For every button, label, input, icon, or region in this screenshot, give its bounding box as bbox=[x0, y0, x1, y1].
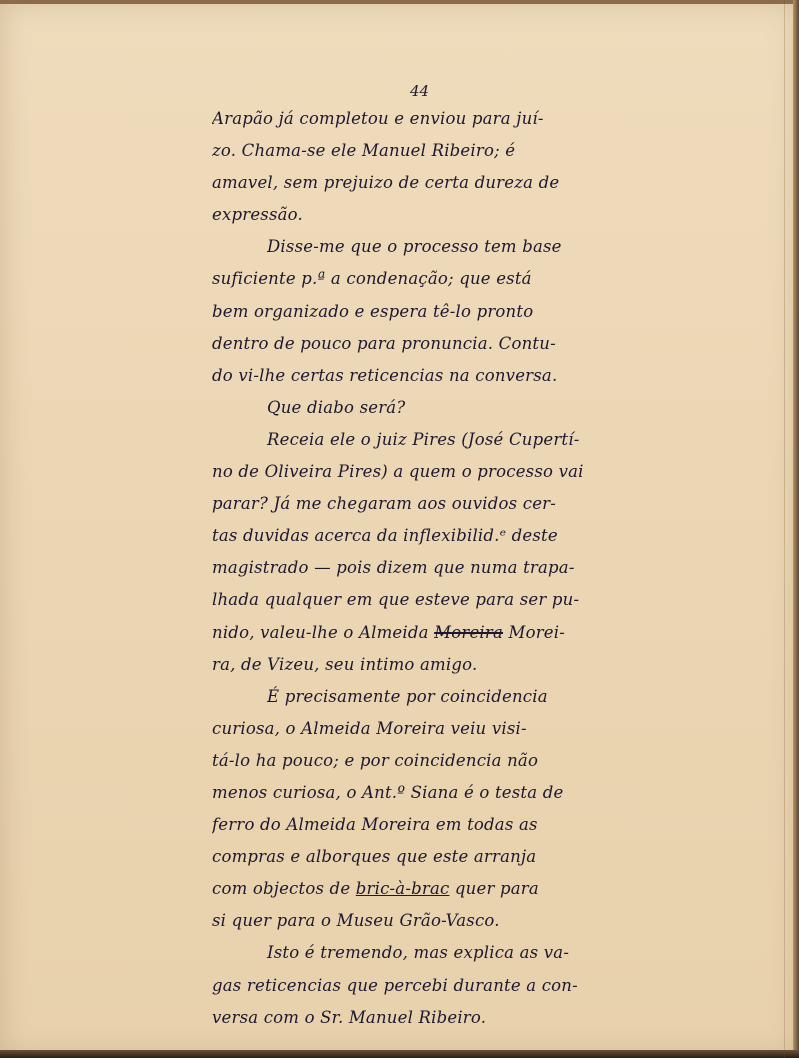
manuscript-line-with-strikethrough bbox=[212, 617, 692, 649]
manuscript-line: amavel, sem prejuizo de certa dureza de bbox=[212, 173, 560, 193]
manuscript-line: Disse-me que o processo tem base bbox=[267, 237, 562, 257]
manuscript-line: Receia ele o juiz Pires (José Cupertí- bbox=[267, 429, 580, 449]
line-ending: Morei- bbox=[508, 622, 566, 642]
manuscript-line: do vi-lhe certas reticencias na conversa. bbox=[212, 365, 558, 385]
manuscript-line: magistrado — pois dizem que numa trapa- bbox=[212, 558, 575, 578]
manuscript-line: Que diabo será? bbox=[267, 397, 406, 417]
manuscript-line-with-underline bbox=[212, 873, 692, 905]
manuscript-line: gas reticencias que percebi durante a con- bbox=[212, 975, 578, 995]
page-fold-line bbox=[784, 0, 785, 1058]
page-right-edge bbox=[793, 0, 799, 1058]
manuscript-line: expressão. bbox=[212, 205, 303, 225]
page-number: 44 bbox=[410, 82, 430, 100]
page-bottom-edge bbox=[0, 1050, 799, 1058]
manuscript-line: É precisamente por coincidencia bbox=[267, 686, 548, 706]
manuscript-line: Arapão já completou e enviou para juí- bbox=[212, 109, 544, 128]
manuscript-line: si quer para o Museu Grão-Vasco. bbox=[212, 911, 500, 931]
manuscript-line: dentro de pouco para pronuncia. Contu- bbox=[212, 333, 556, 353]
manuscript-line: parar? Já me chegaram aos ouvidos cer- bbox=[212, 494, 557, 514]
manuscript-line: compras e alborques que este arranja bbox=[212, 847, 537, 867]
manuscript-line: no de Oliveira Pires) a quem o processo vai bbox=[212, 462, 584, 482]
manuscript-line: tas duvidas acerca da inflexibilid.ᵉ deste bbox=[212, 526, 558, 546]
manuscript-line: ra, de Vizeu, seu intimo amigo. bbox=[212, 654, 478, 674]
manuscript-line: versa com o Sr. Manuel Ribeiro. bbox=[212, 1007, 487, 1027]
handwritten-text bbox=[212, 103, 692, 1034]
manuscript-line: suficiente p.ª a condenação; que está bbox=[212, 269, 532, 289]
manuscript-line: ferro do Almeida Moreira em todas as bbox=[212, 815, 538, 835]
manuscript-line: zo. Chama-se ele Manuel Ribeiro; é bbox=[212, 141, 516, 161]
line-ending: quer para bbox=[454, 879, 539, 899]
manuscript-line: bem organizado e espera tê-lo pronto bbox=[212, 301, 534, 321]
line-text: nido, valeu-lhe o Almeida bbox=[212, 622, 429, 642]
page-top-edge bbox=[0, 0, 799, 4]
manuscript-line: lhada qualquer em que esteve para ser pu- bbox=[212, 590, 580, 610]
underlined-phrase: bric-à-brac bbox=[355, 879, 450, 899]
struck-word: Moreira bbox=[434, 622, 504, 642]
manuscript-line: menos curiosa, o Ant.º Siana é o testa de bbox=[212, 782, 564, 802]
manuscript-line: curiosa, o Almeida Moreira veiu visi- bbox=[212, 718, 527, 738]
manuscript-line: tá-lo ha pouco; e por coincidencia não bbox=[212, 750, 539, 770]
manuscript-line: Isto é tremendo, mas explica as va- bbox=[267, 943, 570, 963]
line-text: com objectos de bbox=[212, 879, 351, 899]
